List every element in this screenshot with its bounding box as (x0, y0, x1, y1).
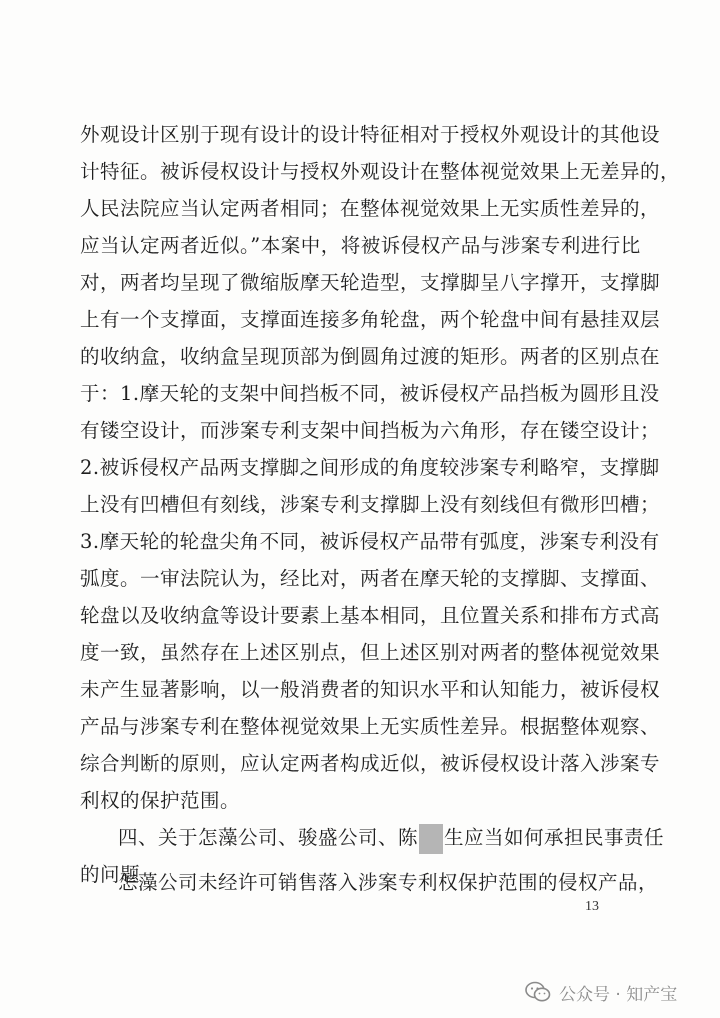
page-number: 13 (585, 899, 599, 914)
body-text-line: 于：1.摩天轮的支架中间挡板不同，被诉侵权产品挡板为圆形且没 (80, 382, 660, 405)
body-text-line: 利权的保护范围。 (80, 789, 241, 812)
body-text-line: 弧度。一审法院认为，经比对，两者在摩天轮的支撑脚、支撑面、 (80, 567, 661, 590)
body-text-line: 人民法院应当认定两者相同；在整体视觉效果上无实质性差异的， (80, 197, 661, 220)
body-text-line: 轮盘以及收纳盒等设计要素上基本相同，且位置关系和排布方式高 (80, 604, 661, 627)
body-text-line: 未产生显著影响，以一般消费者的知识水平和认知能力，被诉侵权 (80, 678, 661, 701)
body-text-line: 2.被诉侵权产品两支撑脚之间形成的角度较涉案专利略窄，支撑脚 (80, 456, 660, 479)
section-heading (118, 821, 665, 855)
section-heading-part1: 四、关于怎藻公司、骏盛公司、陈 (118, 826, 419, 849)
watermark (525, 978, 677, 1006)
body-text-line: 外观设计区别于现有设计的设计特征相对于授权外观设计的其他设 (80, 123, 661, 146)
body-text-line: 对，两者均呈现了微缩版摩天轮造型，支撑脚呈八字撑开，支撑脚 (80, 271, 661, 294)
body-text-line: 应当认定两者近似。”本案中，将被诉侵权产品与涉案专利进行比 (80, 234, 641, 257)
section-heading-continuation: 的问题 (80, 863, 141, 886)
redaction-block (419, 824, 443, 854)
wechat-icon (525, 981, 551, 1003)
body-text-line: 的收纳盒，收纳盒呈现顶部为倒圆角过渡的矩形。两者的区别点在 (80, 345, 661, 368)
body-text-line: 上有一个支撑面，支撑面连接多角轮盘，两个轮盘中间有悬挂双层 (80, 308, 661, 331)
body-text-line: 上没有凹槽但有刻线，涉案专利支撑脚上没有刻线但有微形凹槽； (80, 493, 661, 516)
body-text-line: 综合判断的原则，应认定两者构成近似，被诉侵权设计落入涉案专 (80, 752, 661, 775)
body-text-line: 产品与涉案专利在整体视觉效果上无实质性差异。根据整体观察、 (80, 715, 661, 738)
body-text-line: 有镂空设计，而涉案专利支架中间挡板为六角形，存在镂空设计； (80, 419, 661, 442)
final-paragraph-line: 怎藻公司未经许可销售落入涉案专利权保护范围的侵权产品， (118, 871, 659, 894)
section-heading-part2: 生应当如何承担民事责任 (444, 826, 665, 849)
body-text-line: 计特征。被诉侵权设计与授权外观设计在整体视觉效果上无差异的， (80, 160, 681, 183)
watermark-text: 公众号 · 知产宝 (559, 984, 678, 1005)
body-text-line: 度一致，虽然存在上述区别点，但上述区别对两者的整体视觉效果 (80, 641, 661, 664)
body-text-line: 3.摩天轮的轮盘尖角不同，被诉侵权产品带有弧度，涉案专利没有 (80, 530, 660, 553)
